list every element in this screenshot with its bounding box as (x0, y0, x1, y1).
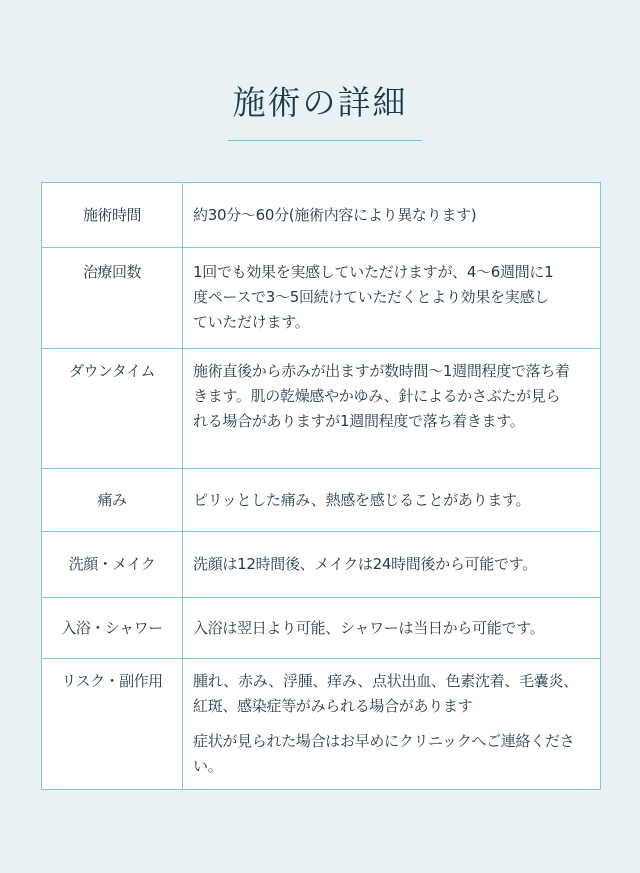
value-text: 1回でも効果を実感していただけますが、4〜6週間に1度ペースで3〜5回続けていただくとより効果を実感していただけます。 (193, 263, 554, 331)
treatment-details-table (41, 182, 601, 790)
table-row-treatment-time (42, 183, 601, 248)
value-text: ピリッとした痛み、熱感を感じることがあります。 (193, 491, 531, 509)
value-text: 洗顔は12時間後、メイクは24時間後から可能です。 (193, 555, 537, 573)
row-value (183, 532, 601, 598)
row-label: ダウンタイム (42, 349, 183, 469)
row-label: 痛み (42, 469, 183, 532)
page-title: 施術の詳細 (232, 83, 408, 122)
row-label: 治療回数 (42, 248, 183, 349)
row-value (183, 248, 601, 349)
value-text: 入浴は翌日より可能、シャワーは当日から可能です。 (193, 619, 545, 637)
table-row-treatment-count (42, 248, 601, 349)
row-label: 入浴・シャワー (42, 598, 183, 659)
row-value (183, 183, 601, 248)
table-row-downtime (42, 349, 601, 469)
row-label: 施術時間 (42, 183, 183, 248)
value-text: 腫れ、赤み、浮腫、痒み、点状出血、色素沈着、毛嚢炎、紅斑、感染症等がみられる場合があります (193, 672, 578, 715)
value-text-note: 症状が見られた場合はお早めにクリニックへご連絡ください。 (193, 732, 575, 775)
row-value (183, 659, 601, 790)
row-value (183, 598, 601, 659)
row-value (183, 349, 601, 469)
table-row-bath-shower (42, 598, 601, 659)
table-row-pain (42, 469, 601, 532)
value-text: 約30分〜60分(施術内容により異なります) (193, 206, 477, 224)
row-value (183, 469, 601, 532)
table-row-risks-side-effects (42, 659, 601, 790)
row-label: リスク・副作用 (42, 659, 183, 790)
value-text: 施術直後から赤みが出ますが数時間〜1週間程度で落ち着きます。肌の乾燥感やかゆみ、針によるかさぶたが見られる場合がありますが1週間程度で落ち着きます。 (193, 362, 570, 430)
table-row-face-wash-makeup (42, 532, 601, 598)
title-underline (228, 140, 422, 141)
row-label: 洗顔・メイク (42, 532, 183, 598)
